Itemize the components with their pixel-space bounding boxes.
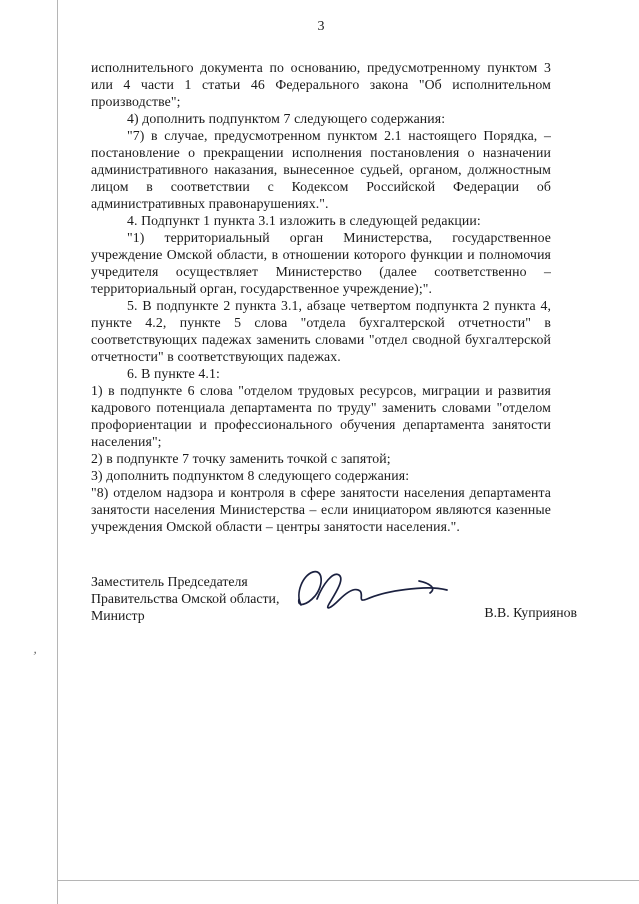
paragraph: 3) дополнить подпунктом 8 следующего содержания:: [91, 468, 410, 483]
paragraph: 5. В подпункте 2 пункта 3.1, абзаце четвертом подпункта 2 пункта 4, пункте 4.2, пункте 5 слова "отдела бухгалтерской отчетности" в соответствующих падежах заменить словами "отдел сводной бухгалтерской отчетности" в соответствующих падежах.: [91, 298, 551, 364]
document-content: [91, 18, 577, 624]
paragraph: 2) в подпункте 7 точку заменить точкой с запятой;: [91, 451, 391, 466]
signature-block: [91, 573, 577, 624]
signoff-line: Заместитель Председателя: [91, 574, 248, 589]
paragraph: исполнительного документа по основанию, предусмотренному пунктом 3 или 4 части 1 статьи 46 Федерального закона "Об исполнительном производстве";: [91, 60, 551, 109]
signatory-name: В.В. Куприянов: [484, 605, 577, 620]
scan-edge-left: [57, 0, 58, 904]
paragraph: "7) в случае, предусмотренном пунктом 2.1 настоящего Порядка, – постановление о прекращении исполнения постановления о назначении административного наказания, вынесенное судьей, органом, должностным лицом в соответствии с Кодексом Российской Федерации об административных правонарушениях.".: [91, 128, 551, 211]
page-number: 3: [317, 19, 325, 34]
paragraph: "8) отделом надзора и контроля в сфере занятости населения департамента занятости населения Министерства – если инициатором являются казенные учреждения Омской области – центры занятости населения.".: [91, 485, 551, 534]
paragraph: 4. Подпункт 1 пункта 3.1 изложить в следующей редакции:: [127, 213, 481, 228]
signoff-line: Министр: [91, 608, 145, 623]
paragraph: "1) территориальный орган Министерства, государственное учреждение Омской области, в отношении которого функции и полномочия учредителя осуществляет Министерство (далее соответственно – территориальный орган, государственное учреждение);".: [91, 230, 551, 296]
paragraph: 1) в подпункте 6 слова "отделом трудовых ресурсов, миграции и развития кадрового потенциала департамента по труду" заменить словами "отделом профориентации и профессионального обучения департамента занятости населения";: [91, 383, 551, 449]
signature-scribble: [287, 559, 459, 619]
signoff-line: Правительства Омской области,: [91, 591, 280, 606]
signatory-title: [91, 573, 279, 624]
paragraph: 4) дополнить подпунктом 7 следующего содержания:: [127, 111, 446, 126]
scan-edge-bottom: [57, 880, 639, 881]
scan-speck: ,: [33, 640, 39, 657]
document-body: [91, 59, 551, 535]
paragraph: 6. В пункте 4.1:: [127, 366, 220, 381]
